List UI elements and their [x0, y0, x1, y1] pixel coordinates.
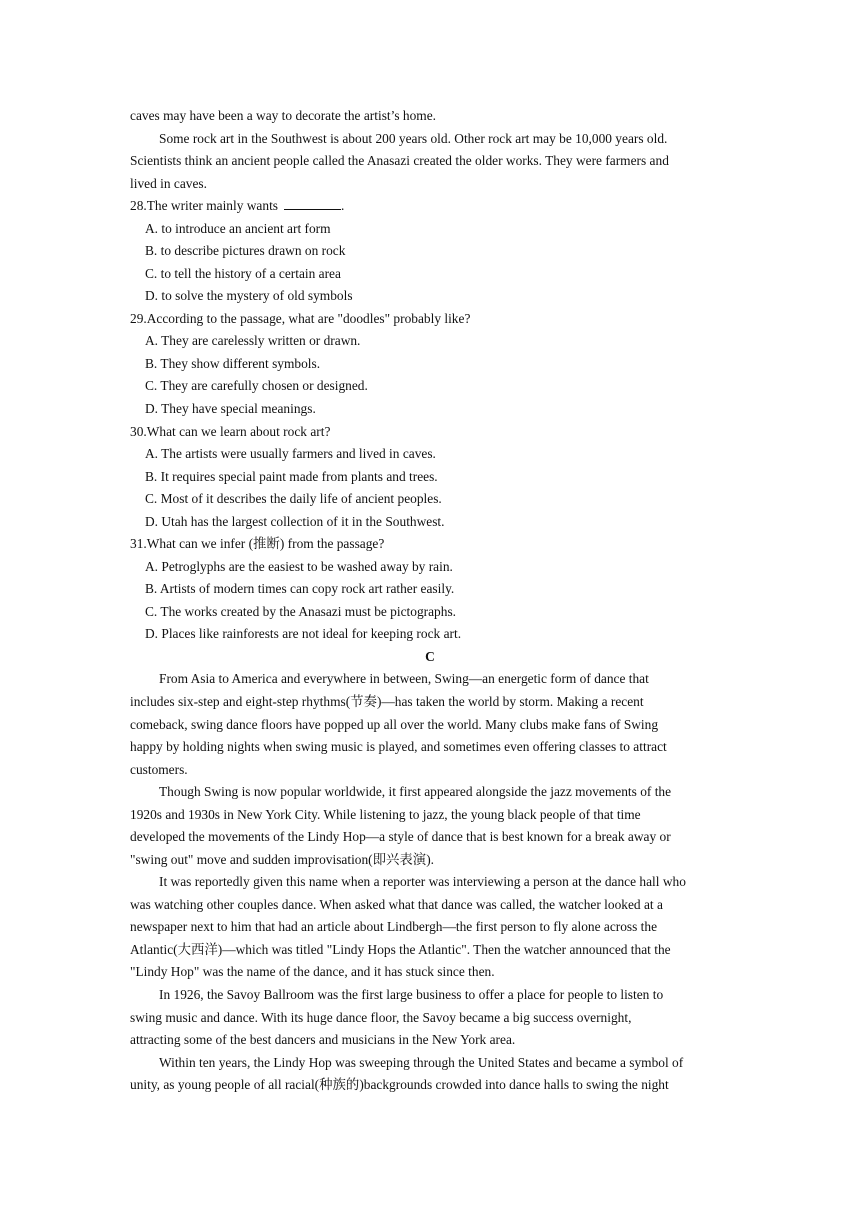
option: A. to introduce an ancient art form [145, 221, 331, 236]
paragraph-line: developed the movements of the Lindy Hop—a style of dance that is best known for a break away or [130, 829, 671, 844]
option: D. Utah has the largest collection of it in the Southwest. [145, 514, 445, 529]
option: B. to describe pictures drawn on rock [145, 243, 346, 258]
paragraph-line: Some rock art in the Southwest is about 200 years old. Other rock art may be 10,000 years old. [159, 131, 668, 146]
option: B. They show different symbols. [145, 356, 321, 371]
question-28 [130, 198, 730, 214]
option: C. They are carefully chosen or designed. [145, 378, 368, 393]
question-29: 29.According to the passage, what are "doodles" probably like? [130, 311, 471, 326]
paragraph-line: From Asia to America and everywhere in between, Swing—an energetic form of dance that [159, 671, 649, 686]
paragraph-line: comeback, swing dance floors have popped up all over the world. Many clubs make fans of Swing [130, 717, 659, 732]
option: C. The works created by the Anasazi must be pictographs. [145, 604, 457, 619]
paragraph-line: lived in caves. [130, 176, 207, 191]
option: A. Petroglyphs are the easiest to be washed away by rain. [145, 559, 453, 574]
paragraph-line: newspaper next to him that had an article about Lindbergh—the first person to fly alone across the [130, 919, 658, 934]
paragraph-line: happy by holding nights when swing music is played, and sometimes even offering classes to attract [130, 739, 667, 754]
question-31: 31.What can we infer (推断) from the passage? [130, 536, 385, 551]
option: D. They have special meanings. [145, 401, 316, 416]
paragraph-line: In 1926, the Savoy Ballroom was the first large business to offer a place for people to listen to [159, 987, 664, 1002]
paragraph-line: Within ten years, the Lindy Hop was sweeping through the United States and became a symbol of [159, 1055, 684, 1070]
paragraph-line: swing music and dance. With its huge dance floor, the Savoy became a big success overnight, [130, 1010, 632, 1025]
answer-blank [284, 199, 341, 210]
paragraph-line: caves may have been a way to decorate the artist’s home. [130, 108, 436, 123]
blank-suffix: . [341, 198, 345, 213]
option: A. They are carelessly written or drawn. [145, 333, 361, 348]
option: D. Places like rainforests are not ideal for keeping rock art. [145, 626, 462, 641]
paragraph-line: attracting some of the best dancers and musicians in the New York area. [130, 1032, 516, 1047]
option: C. to tell the history of a certain area [145, 266, 341, 281]
paragraph-line: was watching other couples dance. When asked what that dance was called, the watcher looked at a [130, 897, 663, 912]
paragraph-line: It was reportedly given this name when a reporter was interviewing a person at the dance hall who [159, 874, 686, 889]
section-heading: C [425, 649, 435, 664]
option: B. Artists of modern times can copy rock art rather easily. [145, 581, 455, 596]
option: D. to solve the mystery of old symbols [145, 288, 353, 303]
question-28-text: 28.The writer mainly wants [130, 198, 279, 213]
paragraph-line: Though Swing is now popular worldwide, it first appeared alongside the jazz movements of the [159, 784, 672, 799]
paragraph-line: Scientists think an ancient people called the Anasazi created the older works. They were farmers and [130, 153, 669, 168]
option: A. The artists were usually farmers and lived in caves. [145, 446, 436, 461]
paragraph-line: Atlantic(大西洋)—which was titled "Lindy Hops the Atlantic". Then the watcher announced that the [130, 942, 671, 957]
paragraph-line: unity, as young people of all racial(种族的)backgrounds crowded into dance halls to swing the night [130, 1077, 669, 1092]
question-30: 30.What can we learn about rock art? [130, 424, 331, 439]
option: C. Most of it describes the daily life of ancient peoples. [145, 491, 442, 506]
paragraph-line: 1920s and 1930s in New York City. While listening to jazz, the young black people of that time [130, 807, 641, 822]
paragraph-line: "swing out" move and sudden improvisation(即兴表演). [130, 852, 435, 867]
paragraph-line: "Lindy Hop" was the name of the dance, and it has stuck since then. [130, 964, 495, 979]
option: B. It requires special paint made from plants and trees. [145, 469, 438, 484]
paragraph-line: customers. [130, 762, 188, 777]
paragraph-line: includes six-step and eight-step rhythms(节奏)—has taken the world by storm. Making a recent [130, 694, 644, 709]
